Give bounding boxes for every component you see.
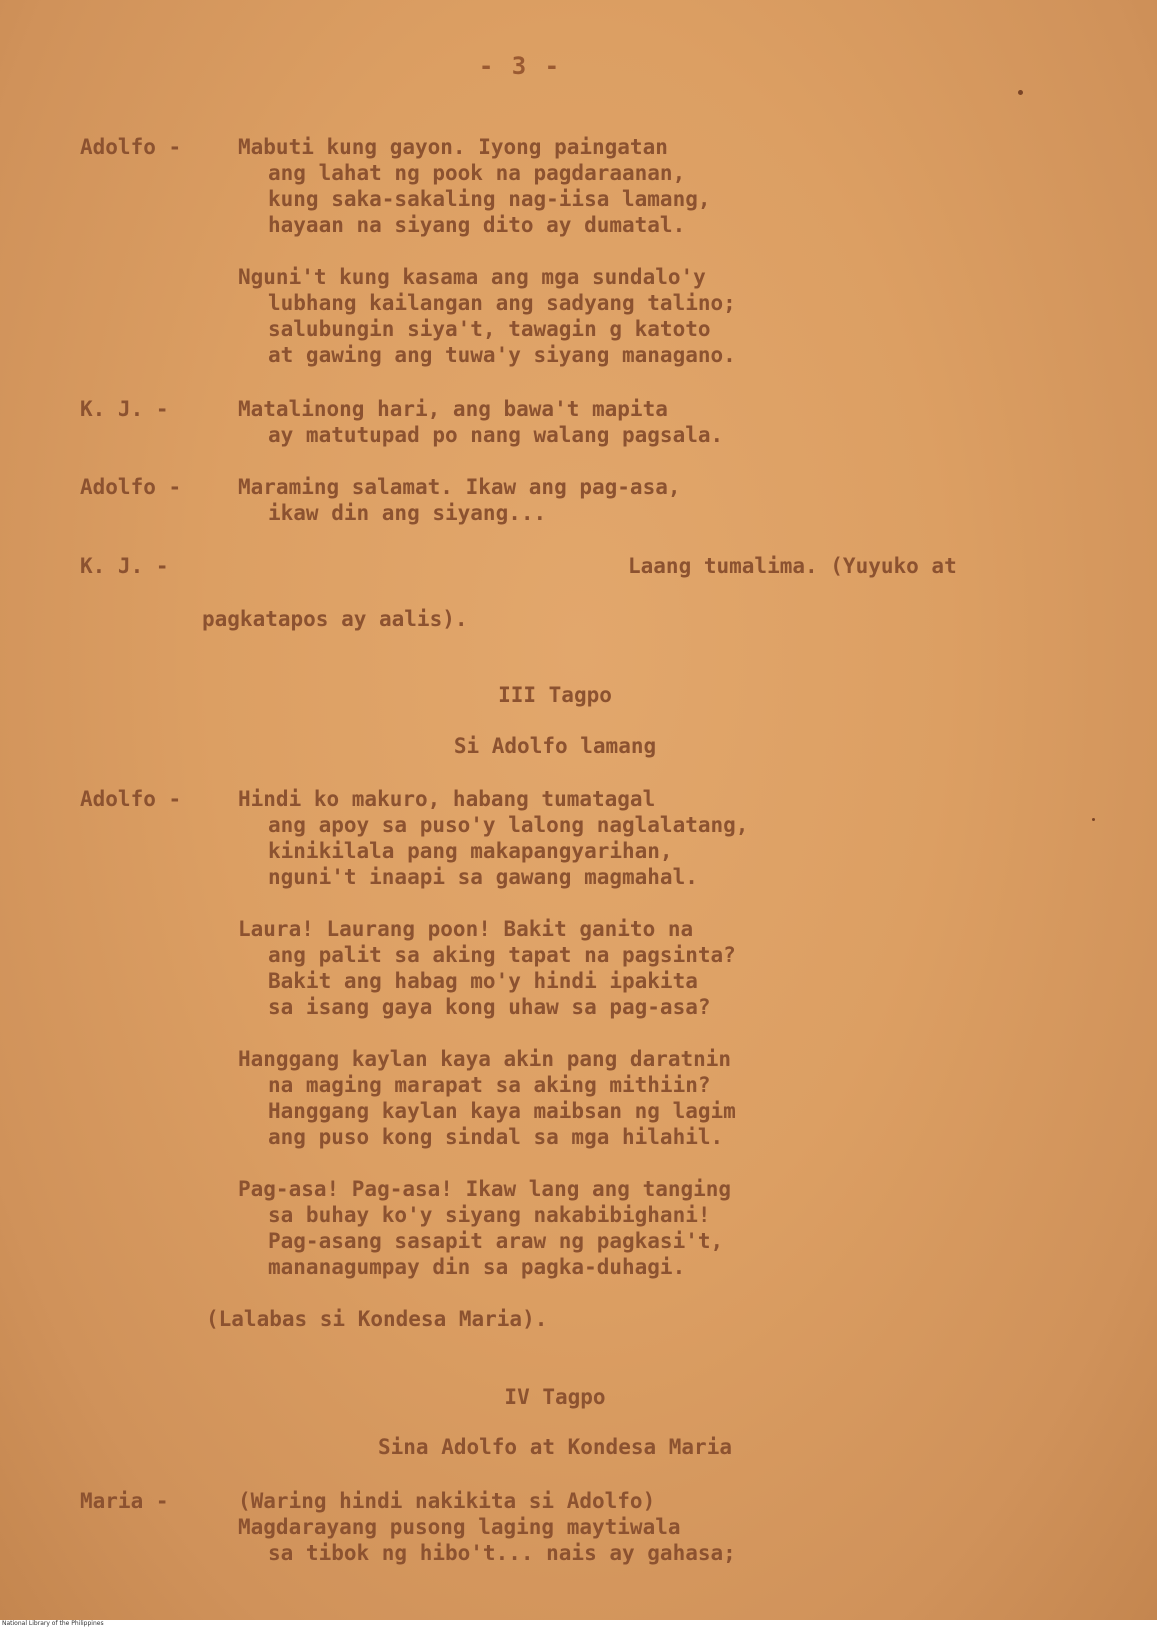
speaker-label: Adolfo - (80, 475, 182, 499)
page-number: - 3 - (478, 52, 562, 80)
verse-line: Hanggang kaylan kaya maibsan ng lagim (268, 1099, 736, 1123)
speaker-label: Maria - (80, 1489, 169, 1513)
verse-line: ay matutupad po nang walang pagsala. (268, 423, 724, 447)
verse-line: Hanggang kaylan kaya akin pang daratnin (238, 1047, 732, 1071)
verse-line: hayaan na siyang dito ay dumatal. (268, 213, 686, 237)
stage-direction: (Lalabas si Kondesa Maria). (206, 1307, 548, 1331)
verse-line: ang lahat ng pook na pagdaraanan, (268, 161, 686, 185)
dialogue-text: Laang tumalima. (Yuyuko at (628, 554, 957, 578)
verse-line: salubungin siya't, tawagin g katoto (268, 317, 711, 341)
footer-credit: National Library of the Philippines (0, 1620, 1157, 1628)
scene-subtitle: Sina Adolfo at Kondesa Maria (377, 1435, 732, 1459)
speaker-label: K. J. - (80, 397, 169, 421)
stanza (238, 474, 681, 526)
verse-line: Pag-asang sasapit araw ng pagkasi't, (268, 1229, 724, 1253)
stanza (238, 786, 748, 890)
verse-line: Hindi ko makuro, habang tumatagal (238, 787, 656, 811)
verse-line: ikaw din ang siyang... (268, 501, 547, 525)
speaker-label: Adolfo - (80, 787, 182, 811)
stanza (238, 396, 723, 448)
scene-title: IV Tagpo (504, 1385, 606, 1409)
scene-subtitle: Si Adolfo lamang (453, 734, 657, 758)
verse-line: kung saka-sakaling nag-iisa lamang, (268, 187, 711, 211)
verse-line: Nguni't kung kasama ang mga sundalo'y (238, 265, 706, 289)
verse-line: Matalinong hari, ang bawa't mapita (238, 397, 668, 421)
verse-line: nguni't inaapi sa gawang magmahal. (268, 865, 698, 889)
verse-line: ang puso kong sindal sa mga hilahil. (268, 1125, 724, 1149)
verse-line: Pag-asa! Pag-asa! Ikaw lang ang tanging (238, 1177, 732, 1201)
verse-line: Bakit ang habag mo'y hindi ipakita (268, 969, 698, 993)
verse-line: mananagumpay din sa pagka-duhagi. (268, 1255, 686, 1279)
speaker-label: K. J. - (80, 554, 169, 578)
stanza (238, 1488, 736, 1566)
verse-line: at gawing ang tuwa'y siyang managano. (268, 343, 736, 367)
verse-line: sa isang gaya kong uhaw sa pag-asa? (268, 995, 711, 1019)
verse-line: Maraming salamat. Ikaw ang pag-asa, (238, 475, 681, 499)
verse-line: lubhang kailangan ang sadyang talino; (268, 291, 736, 315)
ink-speck (1018, 90, 1023, 95)
verse-line: kinikilala pang makapangyarihan, (268, 839, 673, 863)
stage-direction: (Waring hindi nakikita si Adolfo) (238, 1489, 656, 1513)
stanza (238, 1176, 731, 1280)
stanza (238, 264, 736, 368)
speaker-label: Adolfo - (80, 135, 182, 159)
dialogue-continuation: pagkatapos ay aalis). (202, 607, 468, 631)
stanza (238, 1046, 736, 1150)
ink-speck (1092, 818, 1095, 821)
verse-line: sa tibok ng hibo't... nais ay gahasa; (268, 1541, 736, 1565)
stanza (238, 134, 711, 238)
scene-title: III Tagpo (498, 683, 612, 707)
verse-line: ang palit sa aking tapat na pagsinta? (268, 943, 736, 967)
verse-line: Laura! Laurang poon! Bakit ganito na (238, 917, 694, 941)
verse-line: ang apoy sa puso'y lalong naglalatang, (268, 813, 749, 837)
verse-line: sa buhay ko'y siyang nakabibighani! (268, 1203, 711, 1227)
verse-line: Magdarayang pusong laging maytiwala (238, 1515, 681, 1539)
stanza (238, 916, 736, 1020)
verse-line: Mabuti kung gayon. Iyong paingatan (238, 135, 668, 159)
verse-line: na maging marapat sa aking mithiin? (268, 1073, 711, 1097)
